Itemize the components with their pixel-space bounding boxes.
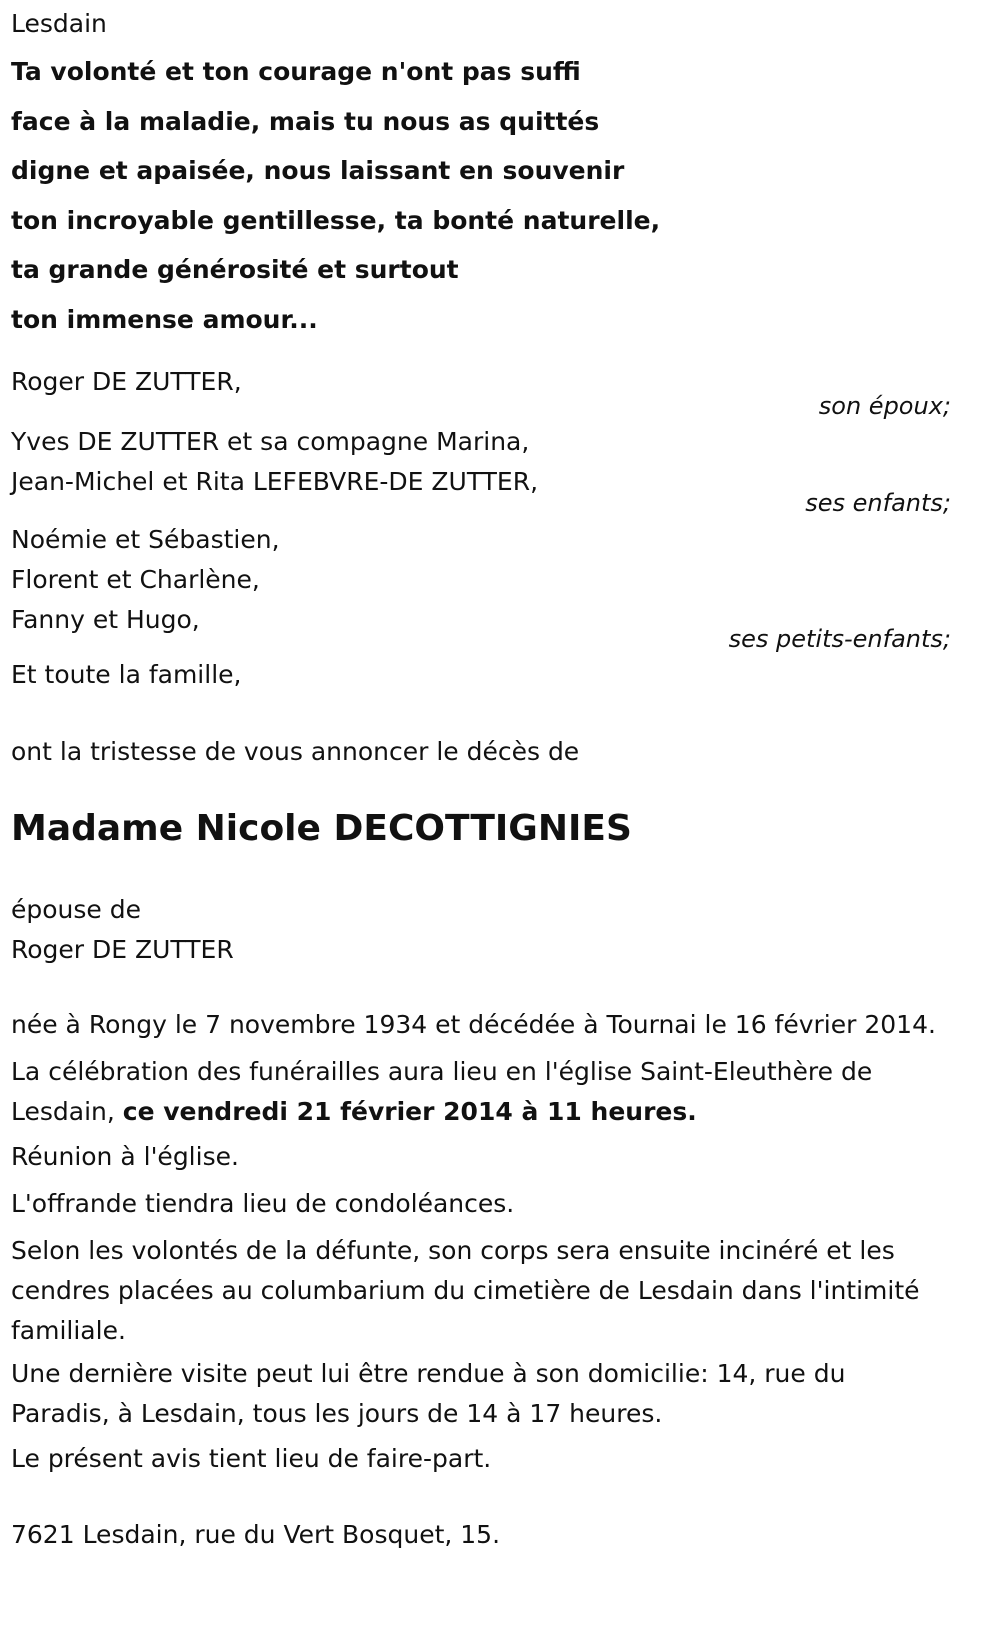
child-name: Yves DE ZUTTER et sa compagne Marina, — [11, 427, 530, 456]
grandchild-name: Florent et Charlène, — [11, 565, 260, 594]
spouse-relation — [11, 890, 234, 970]
family-others: Et toute la famille, — [11, 660, 242, 689]
funeral-date: ce vendredi 21 février 2014 à 11 heures. — [122, 1097, 697, 1126]
relation-name: Roger DE ZUTTER — [11, 935, 234, 964]
poem — [11, 47, 660, 344]
spouse-name: Roger DE ZUTTER, — [11, 367, 242, 396]
children-role: ses enfants; — [805, 489, 951, 517]
spouse-role: son époux; — [818, 392, 951, 420]
deceased-name: Madame Nicole DECOTTIGNIES — [11, 808, 632, 849]
grandchild-name: Noémie et Sébastien, — [11, 525, 280, 554]
funeral-info — [11, 1052, 941, 1132]
grandchild-name: Fanny et Hugo, — [11, 605, 200, 634]
meeting-info: Réunion à l'église. — [11, 1142, 239, 1171]
notice-info: Le présent avis tient lieu de faire-part. — [11, 1444, 492, 1473]
birth-death: née à Rongy le 7 novembre 1934 et décédée à Tournai le 16 février 2014. — [11, 1010, 936, 1039]
visit-info: Une dernière visite peut lui être rendue à son domicilie: 14, rue du Paradis, à Lesdain, tous les jours de 14 à 17 heures. — [11, 1359, 846, 1428]
address: 7621 Lesdain, rue du Vert Bosquet, 15. — [11, 1520, 501, 1549]
offering-info: L'offrande tiendra lieu de condoléances. — [11, 1189, 515, 1218]
poem-line: digne et apaisée, nous laissant en souvenir — [11, 156, 625, 185]
announcement: ont la tristesse de vous annoncer le décès de — [11, 737, 580, 766]
grandchildren-role: ses petits-enfants; — [728, 625, 951, 653]
poem-line: Ta volonté et ton courage n'ont pas suffi — [11, 57, 581, 86]
poem-line: ton immense amour... — [11, 304, 318, 334]
poem-line: ta grande générosité et surtout — [11, 255, 459, 284]
poem-line: ton incroyable gentillesse, ta bonté naturelle, — [11, 205, 661, 235]
cremation-info: Selon les volontés de la défunte, son corps sera ensuite inciné​ré et les cendres placées au columbarium du cimetière de Lesdain dans l'intimité familiale. — [11, 1236, 920, 1345]
poem-line: face à la maladie, mais tu nous as quittés — [11, 106, 600, 136]
child-name: Jean-Michel et Rita LEFEBVRE-DE ZUTTER, — [11, 467, 539, 496]
relation-label: épouse de — [11, 895, 141, 924]
funeral-prefix: La célébration des funérailles aura lieu en l'église Saint-Eleuthère de Lesdain, — [11, 1057, 873, 1126]
grandchildren-names — [11, 520, 280, 640]
header-place: Lesdain — [11, 9, 107, 38]
